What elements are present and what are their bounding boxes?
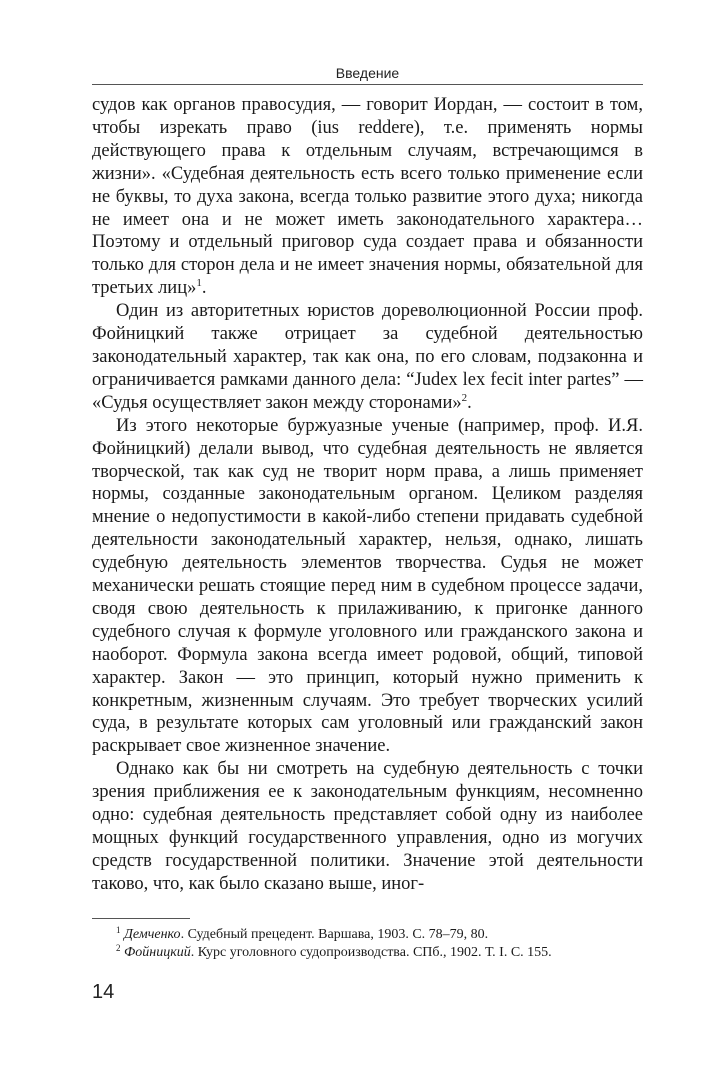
header-rule — [92, 84, 643, 85]
paragraph-2: Один из авторитетных юристов дореволюционной России проф. Фойницкий также отрицает за судебной деятельностью законодательный характер, так как она, по его словам, подзаконна и ограничивается рамками данного дела: “Judex lex fecit inter partes” — «Судья осуществляет закон между сторонами»$^2$. — [92, 301, 643, 413]
paragraph-1-text: судов как органов правосудия, — говорит Иордан, — состоит в том, чтобы изрекать право (ius reddere), т.е. применять нормы действующего права к отдельным случаям, встречающимся в жизни». «Судебная деятельность есть всего только применение если не буквы, то духа закона, всегда только развитие этого духа; никогда не имеет она и не может иметь законодательного характера… Поэтому и отдельный приговор суда создает права и обязанности только для сторон дела и не имеет значения нормы, обязательной для третьих лиц» — [92, 95, 643, 299]
footnote-ref-2: 2 — [461, 391, 468, 404]
paragraph-3: Из этого некоторые буржуазные ученые (например, проф. И.Я. Фойницкий) делали вывод, что судебная деятельность не является творческой, так как суд не творит норм права, а лишь применяет нормы, созданные законодательным органом. Целиком разделяя мнение о недопустимости в какой-либо степени придавать судебной деятельности законодательный характер, нельзя, однако, лишать судебную деятельность элементов творчества. Судья не может механически решать стоящие перед ним в судебном процессе задачи, сводя свою деятельность к прилаживанию, к пригонке данного судебного случая к формуле уголовного или гражданского закона и наоборот. Формула закона всегда имеет родовой, общий, типовой характер. Закон — это принцип, который нужно применить к конкретным, жизненным случаям. Это требует творческих усилий суда, в результате которых сам уголовный или гражданский закон раскрывает свое жизненное значение. — [92, 415, 643, 757]
footnote-ref-1: 1 — [196, 277, 202, 290]
footnote-number: 2 — [116, 943, 121, 953]
footnote-number: 1 — [116, 925, 121, 935]
footnote-text: . Судебный прецедент. Варшава, 1903. С. 78–79, 80. — [180, 927, 489, 942]
running-header: Введение — [335, 65, 400, 81]
body-text — [92, 94, 643, 896]
page-number: 14 — [92, 981, 115, 1003]
paragraph-1: судов как органов правосудия, — говорит Иордан, — состоит в том, чтобы изрекать право (ius reddere), т.е. применять нормы действующего права к отдельным случаям, встречающимся в жизни». «Судебная деятельность есть всего только применение если не буквы, то духа закона, всегда только развитие этого духа; никогда не имеет она и не может иметь законодательного характера… Поэтому и отдельный приговор суда создает права и обязанности только для сторон дела и не имеет значения нормы, обязательной для третьих лиц»$^1$. — [92, 95, 643, 299]
footnote-1 — [92, 926, 643, 944]
footnote-2 — [92, 944, 643, 962]
footnote-author: Демченко — [124, 927, 181, 942]
footnote-text: . Курс уголовного судопроизводства. СПб., 1902. Т. I. С. 155. — [190, 945, 552, 960]
footnote-rule — [92, 918, 190, 919]
footnote-author: Фойницкий — [124, 945, 191, 960]
footnotes — [92, 926, 643, 962]
paragraph-4: Однако как бы ни смотреть на судебную деятельность с точки зрения приближения ее к законодательным функциям, несомненно одно: судебная деятельность представляет собой одну из наиболее мощных функций государственного управления, одно из могучих средств государственной политики. Значение этой деятельности таково, что, как было сказано выше, иног- — [92, 759, 643, 894]
paragraph-2-text: Один из авторитетных юристов дореволюционной России проф. Фойницкий также отрицает за судебной деятельностью законодательный характер, так как она, по его словам, подзаконна и ограничивается рамками данного дела: “Judex lex fecit inter partes” — «Судья осуществляет закон между сторонами» — [92, 301, 643, 413]
